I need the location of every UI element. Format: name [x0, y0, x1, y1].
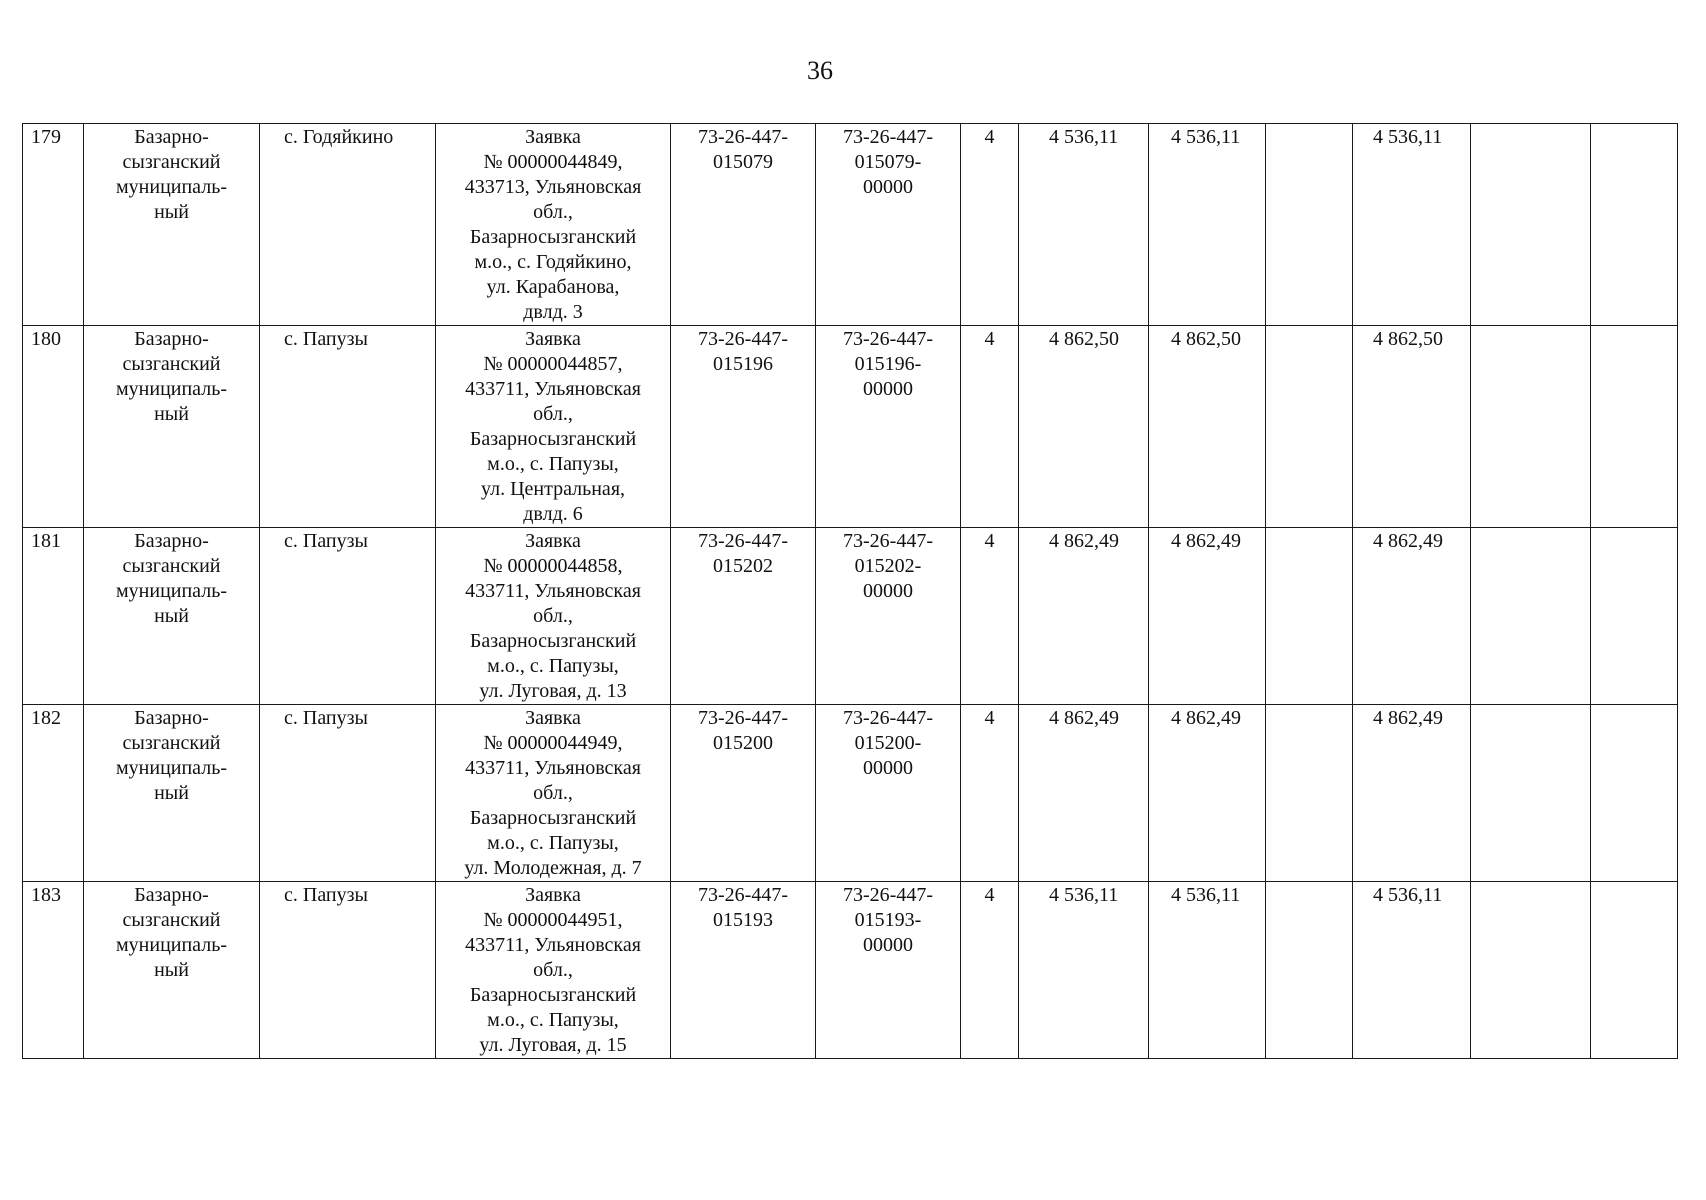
- code-cell: 73-26-447- 015200: [671, 705, 816, 882]
- value-cell: 4 862,49: [1149, 705, 1266, 882]
- empty-cell: [1591, 528, 1678, 705]
- full-code-cell: 73-26-447- 015193- 00000: [816, 882, 961, 1059]
- empty-cell: [1591, 882, 1678, 1059]
- value-cell: 4 862,50: [1149, 326, 1266, 528]
- row-number: 179: [23, 124, 84, 326]
- table-row: [23, 326, 1678, 528]
- request-cell: Заявка № 00000044857, 433711, Ульяновская обл., Базарносызганский м.о., с. Папузы, ул. Центральная, двлд. 6: [436, 326, 671, 528]
- value-cell: 4 536,11: [1149, 124, 1266, 326]
- count-cell: 4: [961, 882, 1019, 1059]
- full-code-cell: 73-26-447- 015196- 00000: [816, 326, 961, 528]
- row-number: 183: [23, 882, 84, 1059]
- table-row: [23, 124, 1678, 326]
- row-number: 180: [23, 326, 84, 528]
- area-cell: 4 536,11: [1019, 124, 1149, 326]
- municipality-cell: Базарно- сызганский муниципаль- ный: [84, 528, 260, 705]
- value-cell: 4 862,49: [1149, 528, 1266, 705]
- locality-cell: с. Годяйкино: [260, 124, 436, 326]
- full-code-cell: 73-26-447- 015202- 00000: [816, 528, 961, 705]
- row-number: 182: [23, 705, 84, 882]
- request-cell: Заявка № 00000044849, 433713, Ульяновская обл., Базарносызганский м.о., с. Годяйкино, ул. Карабанова, двлд. 3: [436, 124, 671, 326]
- locality-cell: с. Папузы: [260, 528, 436, 705]
- total-cell: 4 862,49: [1353, 528, 1471, 705]
- count-cell: 4: [961, 124, 1019, 326]
- empty-cell: [1471, 705, 1591, 882]
- table-row: [23, 528, 1678, 705]
- empty-cell: [1591, 326, 1678, 528]
- request-cell: Заявка № 00000044858, 433711, Ульяновская обл., Базарносызганский м.о., с. Папузы, ул. Луговая, д. 13: [436, 528, 671, 705]
- total-cell: 4 536,11: [1353, 882, 1471, 1059]
- municipality-cell: Базарно- сызганский муниципаль- ный: [84, 882, 260, 1059]
- locality-cell: с. Папузы: [260, 326, 436, 528]
- empty-cell: [1471, 326, 1591, 528]
- table-row: [23, 705, 1678, 882]
- empty-cell: [1471, 528, 1591, 705]
- area-cell: 4 862,49: [1019, 528, 1149, 705]
- total-cell: 4 862,50: [1353, 326, 1471, 528]
- municipality-cell: Базарно- сызганский муниципаль- ный: [84, 124, 260, 326]
- count-cell: 4: [961, 528, 1019, 705]
- empty-cell: [1591, 705, 1678, 882]
- code-cell: 73-26-447- 015079: [671, 124, 816, 326]
- code-cell: 73-26-447- 015202: [671, 528, 816, 705]
- locality-cell: с. Папузы: [260, 705, 436, 882]
- count-cell: 4: [961, 326, 1019, 528]
- full-code-cell: 73-26-447- 015200- 00000: [816, 705, 961, 882]
- empty-cell: [1266, 705, 1353, 882]
- empty-cell: [1471, 882, 1591, 1059]
- row-number: 181: [23, 528, 84, 705]
- empty-cell: [1266, 528, 1353, 705]
- value-cell: 4 536,11: [1149, 882, 1266, 1059]
- locality-cell: с. Папузы: [260, 882, 436, 1059]
- total-cell: 4 536,11: [1353, 124, 1471, 326]
- request-cell: Заявка № 00000044949, 433711, Ульяновская обл., Базарносызганский м.о., с. Папузы, ул. Молодежная, д. 7: [436, 705, 671, 882]
- code-cell: 73-26-447- 015196: [671, 326, 816, 528]
- empty-cell: [1266, 882, 1353, 1059]
- empty-cell: [1266, 326, 1353, 528]
- table-row: [23, 882, 1678, 1059]
- count-cell: 4: [961, 705, 1019, 882]
- area-cell: 4 536,11: [1019, 882, 1149, 1059]
- municipality-cell: Базарно- сызганский муниципаль- ный: [84, 705, 260, 882]
- registry-table: [22, 123, 1678, 1059]
- empty-cell: [1471, 124, 1591, 326]
- area-cell: 4 862,49: [1019, 705, 1149, 882]
- request-cell: Заявка № 00000044951, 433711, Ульяновская обл., Базарносызганский м.о., с. Папузы, ул. Луговая, д. 15: [436, 882, 671, 1059]
- empty-cell: [1266, 124, 1353, 326]
- area-cell: 4 862,50: [1019, 326, 1149, 528]
- total-cell: 4 862,49: [1353, 705, 1471, 882]
- empty-cell: [1591, 124, 1678, 326]
- page-number: 36: [807, 56, 833, 85]
- full-code-cell: 73-26-447- 015079- 00000: [816, 124, 961, 326]
- code-cell: 73-26-447- 015193: [671, 882, 816, 1059]
- municipality-cell: Базарно- сызганский муниципаль- ный: [84, 326, 260, 528]
